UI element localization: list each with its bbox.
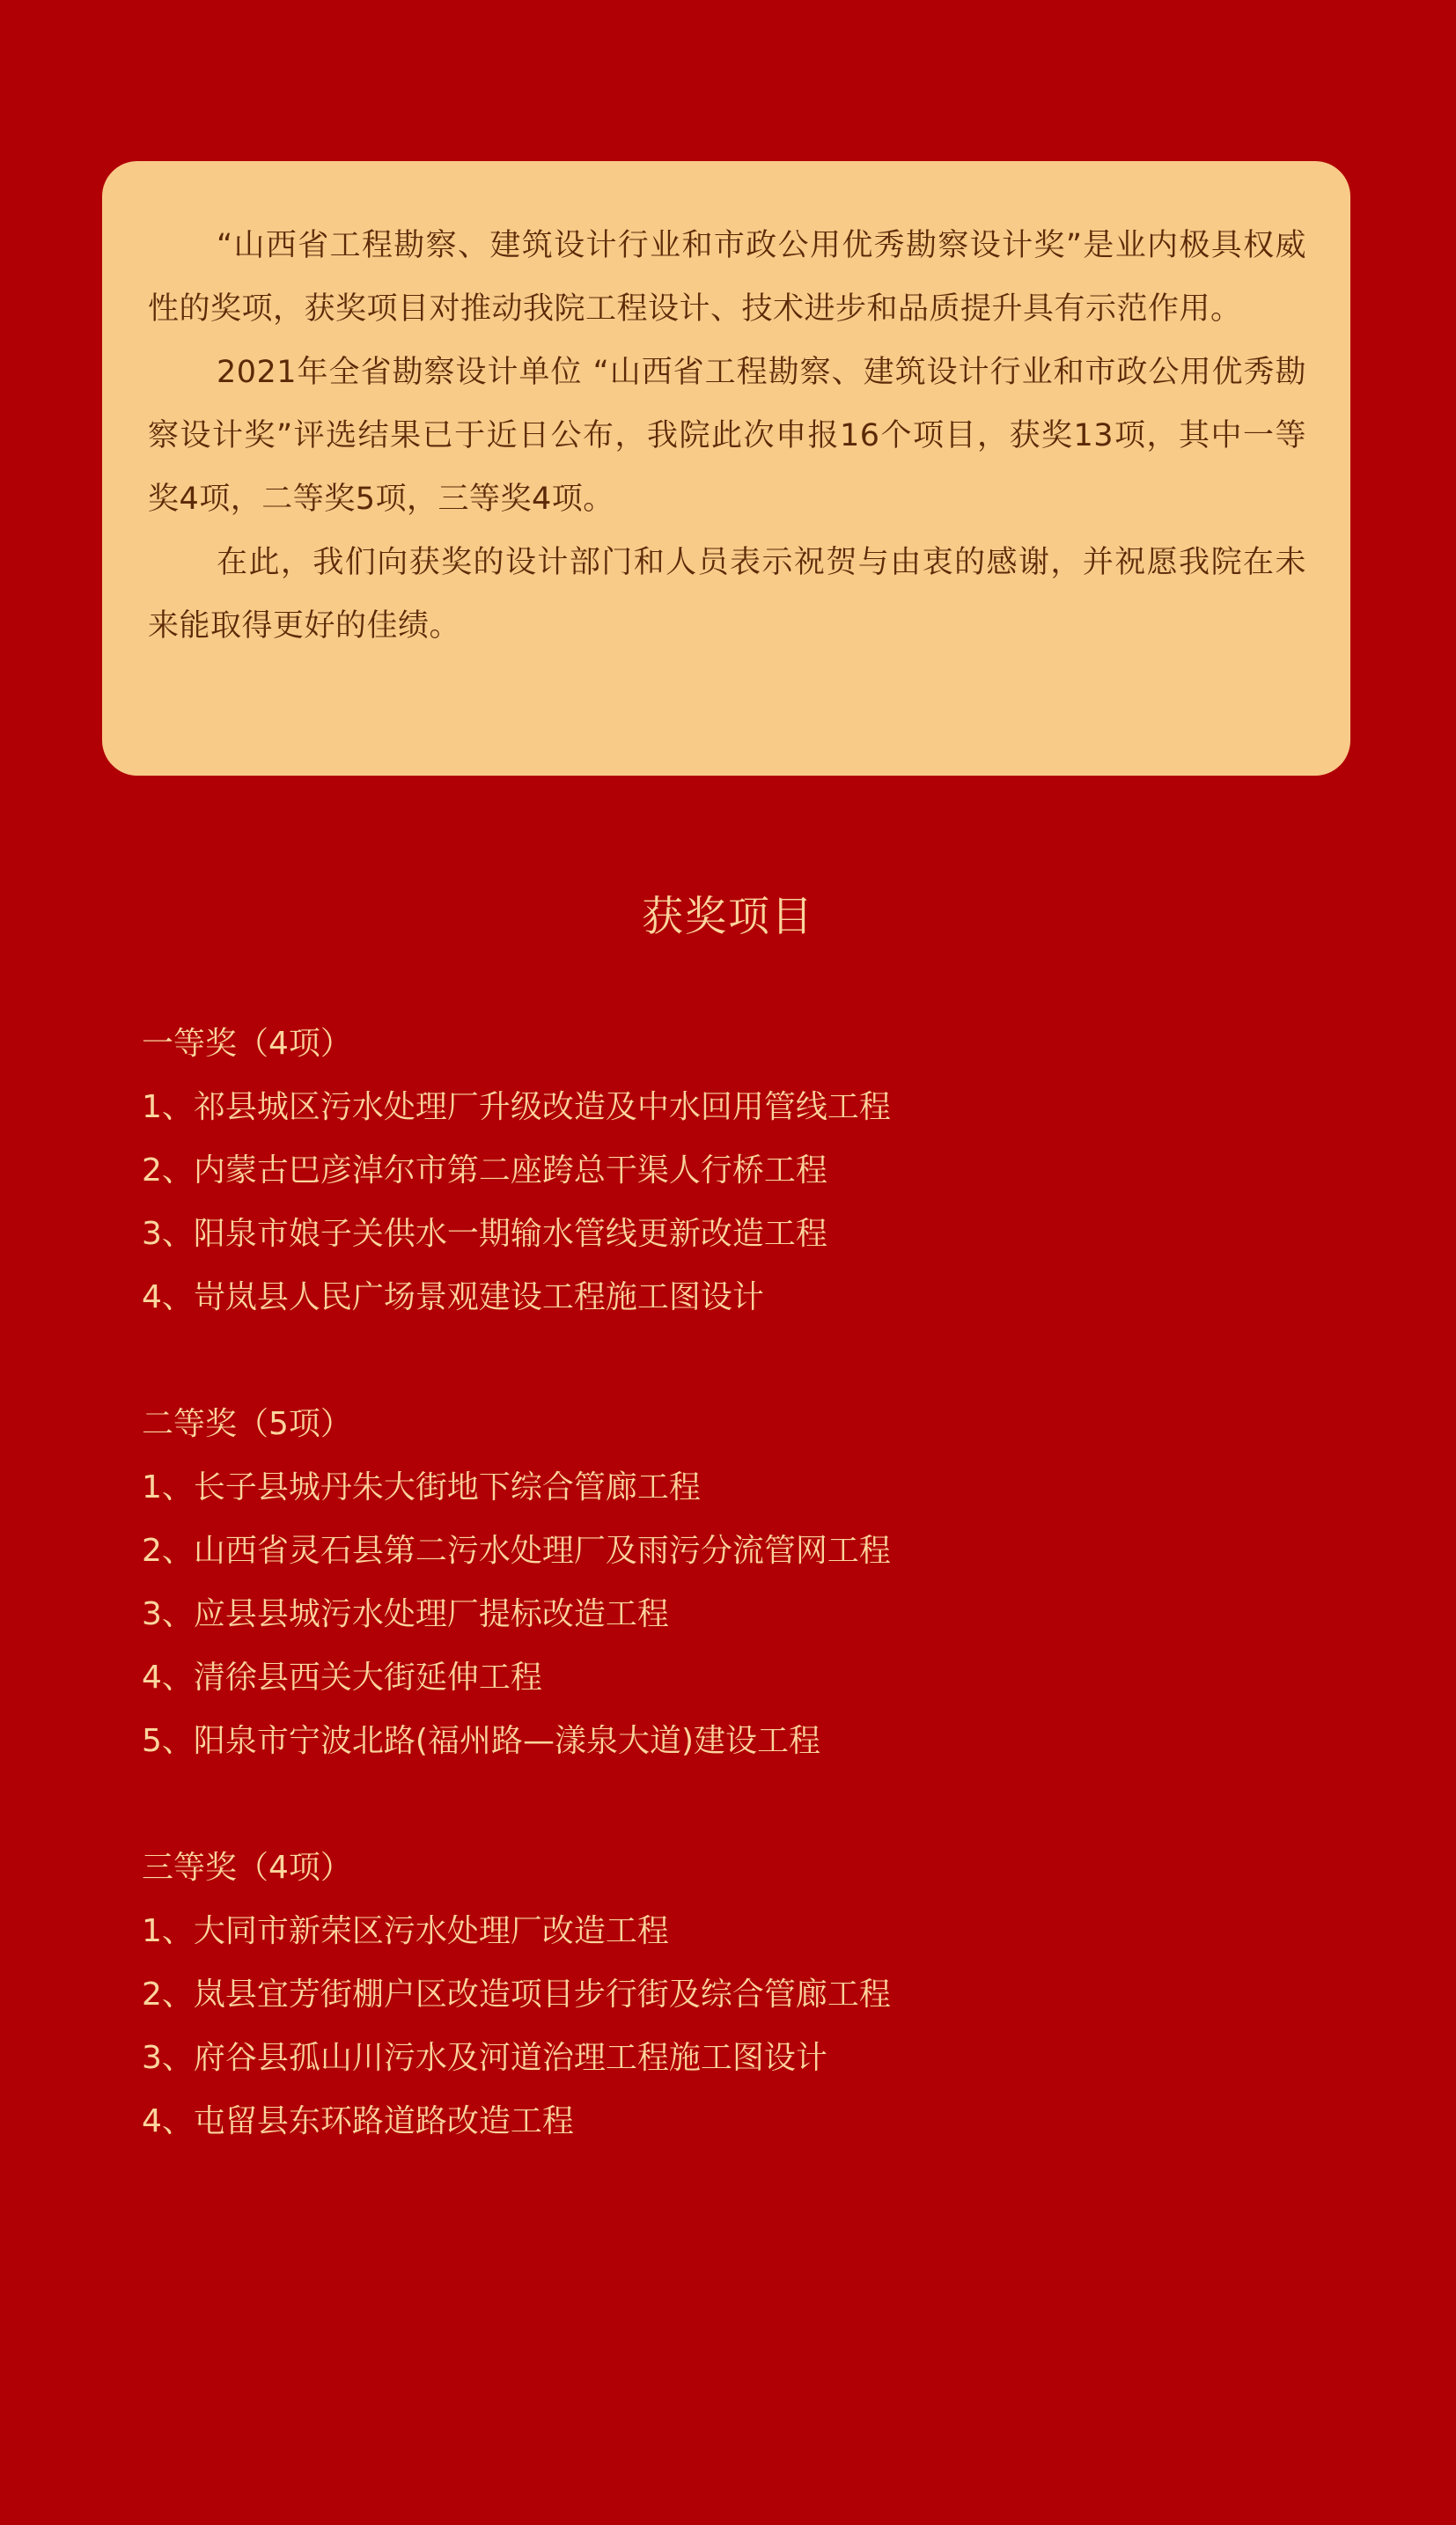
intro-paragraph-3: 在此，我们向获奖的设计部门和人员表示祝贺与由衷的感谢，并祝愿我院在未来能取得更好的佳绩。	[148, 545, 1306, 644]
award-group-second-prize	[142, 1393, 1374, 1773]
award-item: 3、应县县城污水处理厂提标改造工程	[142, 1596, 669, 1632]
award-item: 1、祁县城区污水处理厂升级改造及中水回用管线工程	[142, 1089, 891, 1125]
intro-card	[102, 161, 1350, 776]
intro-paragraph-2: 2021年全省勘察设计单位 “山西省工程勘察、建筑设计行业和市政公用优秀勘察设计奖”评选结果已于近日公布，我院此次申报16个项目，获奖13项，其中一等奖4项，二等奖5项，三等奖4项。	[148, 355, 1306, 517]
award-item: 3、阳泉市娘子关供水一期输水管线更新改造工程	[142, 1216, 827, 1252]
award-list	[142, 1012, 1374, 2217]
award-group-first-prize	[142, 1012, 1374, 1329]
award-item: 4、屯留县东环路道路改造工程	[142, 2103, 574, 2139]
award-heading: 一等奖（4项）	[142, 1026, 352, 1062]
award-heading: 二等奖（5项）	[142, 1406, 352, 1442]
award-item: 1、长子县城丹朱大街地下综合管廊工程	[142, 1469, 701, 1505]
award-item: 4、清徐县西关大街延伸工程	[142, 1660, 542, 1696]
award-item: 2、山西省灵石县第二污水处理厂及雨污分流管网工程	[142, 1533, 891, 1569]
award-item: 3、府谷县孤山川污水及河道治理工程施工图设计	[142, 2040, 827, 2076]
award-item: 5、阳泉市宁波北路(福州路—漾泉大道)建设工程	[142, 1723, 820, 1759]
award-item: 2、内蒙古巴彦淖尔市第二座跨总干渠人行桥工程	[142, 1152, 827, 1189]
award-item: 1、大同市新荣区污水处理厂改造工程	[142, 1913, 669, 1949]
section-title: 获奖项目	[642, 893, 814, 941]
award-group-third-prize	[142, 1837, 1374, 2153]
award-item: 2、岚县宜芳街棚户区改造项目步行街及综合管廊工程	[142, 1977, 891, 2013]
intro-paragraph-1: “山西省工程勘察、建筑设计行业和市政公用优秀勘察设计奖”是业内极具权威性的奖项，获奖项目对推动我院工程设计、技术进步和品质提升具有示范作用。	[148, 228, 1306, 327]
award-heading: 三等奖（4项）	[142, 1850, 352, 1886]
award-item: 4、岢岚县人民广场景观建设工程施工图设计	[142, 1279, 764, 1315]
